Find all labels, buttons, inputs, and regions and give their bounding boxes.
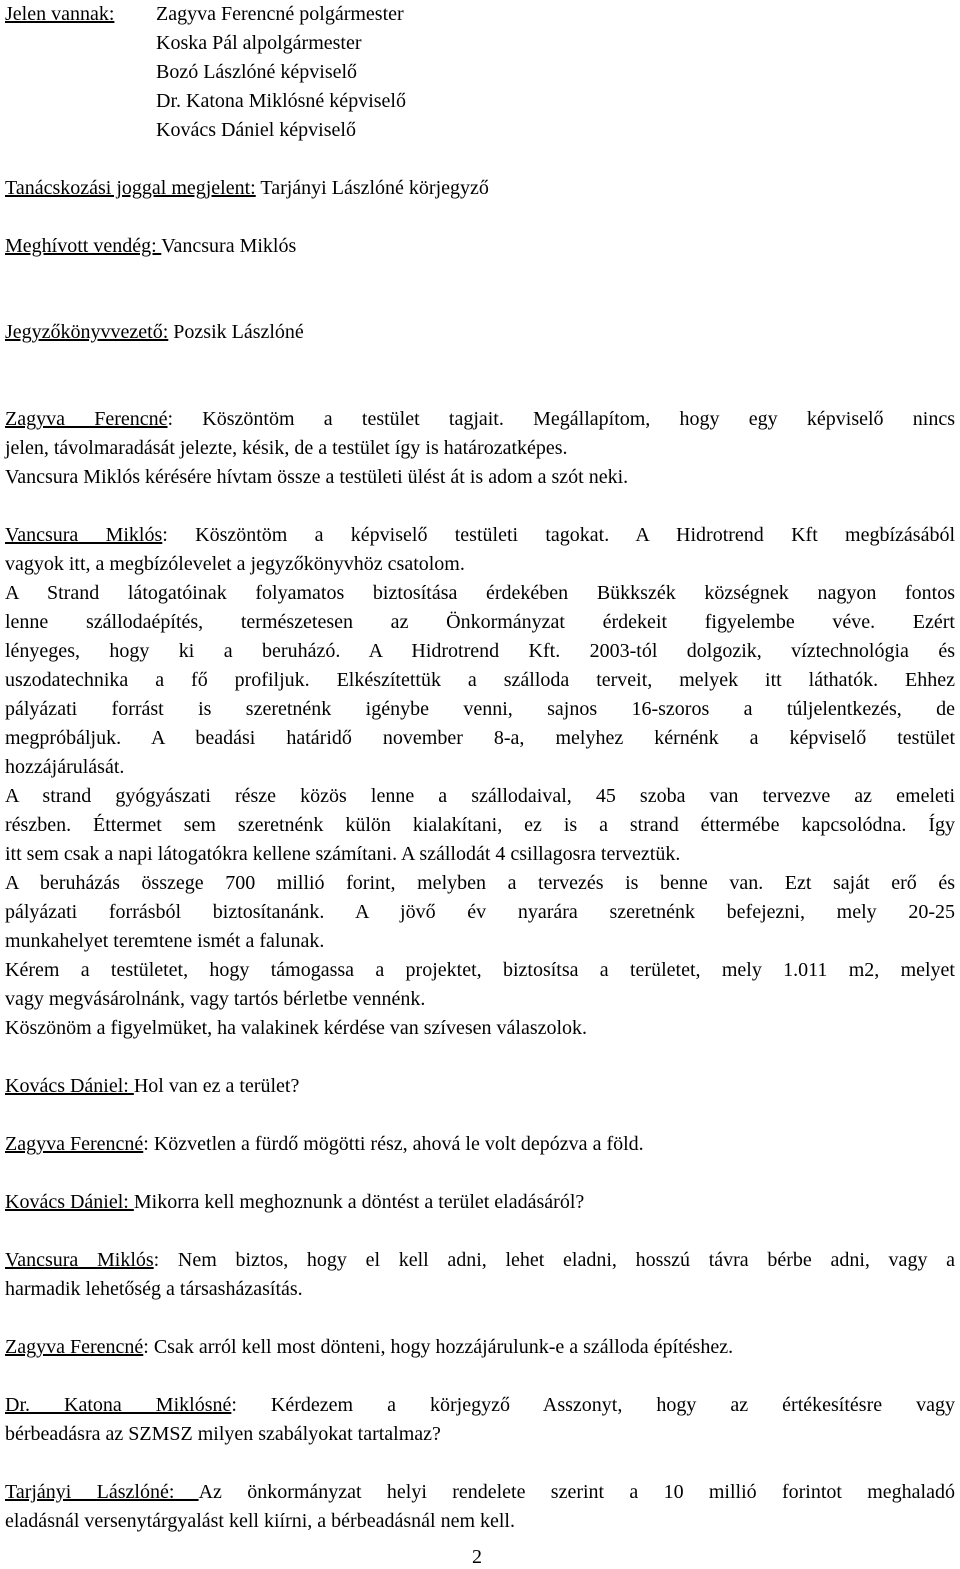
p5-line: Kovács Dániel: Mikorra kell meghoznunk a döntést a terület eladásáról? xyxy=(5,1191,585,1213)
speaker: Tarjányi Lászlóné: xyxy=(5,1481,199,1503)
speaker: Zagyva Ferencné xyxy=(5,408,168,430)
p2-line-7: pályázati forrást is szeretnénk igénybe venni, sajnos 16-szoros a túljelentkezés, de xyxy=(5,698,955,720)
page-number: 2 xyxy=(472,1546,482,1568)
p6-line-1: Vancsura Miklós: Nem biztos, hogy el kell adni, lehet eladni, hosszú távra bérbe adni, vagy a xyxy=(5,1249,955,1271)
p2-line-3: A Strand látogatóinak folyamatos biztosítása érdekében Bükkszék községnek nagyon fontos xyxy=(5,582,955,604)
p2-line-6: uszodatechnika a fő profiljuk. Elkészítettük a szálloda terveit, melyek itt láthatók. Ehhez xyxy=(5,669,955,691)
member-4: Dr. Katona Miklósné képviselő xyxy=(156,90,406,112)
p6-line-2: harmadik lehetőség a társasházasítás. xyxy=(5,1278,303,1300)
p2-line-15: munkahelyet teremtene ismét a falunak. xyxy=(5,930,325,952)
speaker: Vancsura Miklós xyxy=(5,524,163,546)
p8-line-2: bérbeadásra az SZMSZ milyen szabályokat tartalmaz? xyxy=(5,1423,441,1445)
speaker: Dr. Katona Miklósné xyxy=(5,1394,232,1416)
p1-line-1: Zagyva Ferencné: Köszöntöm a testület tagjait. Megállapítom, hogy egy képviselő nincs xyxy=(5,408,956,430)
advisory-value: Tarjányi Lászlóné körjegyző xyxy=(255,177,489,199)
member-3: Bozó Lászlóné képviselő xyxy=(156,61,358,83)
recorder-line xyxy=(5,318,304,347)
speaker: Kovács Dániel: xyxy=(5,1075,134,1097)
p2-line-8: megpróbáljuk. A beadási határidő november 8-a, melyhez kérnénk a képviselő testület xyxy=(5,727,955,749)
recorder-label: Jegyzőkönyvvezető: xyxy=(5,321,169,343)
p2-line-4: lenne szállodaépítés, természetesen az Önkormányzat érdekeit figyelembe véve. Ezért xyxy=(5,611,955,633)
p1-line-2: jelen, távolmaradását jelezte, késik, de a testület így is határozatképes. xyxy=(5,437,568,459)
speaker: Kovács Dániel: xyxy=(5,1191,134,1213)
p3-line: Kovács Dániel: Hol van ez a terület? xyxy=(5,1075,300,1097)
member-5: Kovács Dániel képviselő xyxy=(156,119,356,141)
p2-line-12: itt sem csak a napi látogatókra kellene számítani. A szállodát 4 csillagosra terveztük. xyxy=(5,843,681,865)
present-line xyxy=(5,0,114,29)
speaker: Zagyva Ferencné xyxy=(5,1336,144,1358)
member-2: Koska Pál alpolgármester xyxy=(156,32,362,54)
speaker: Vancsura Miklós xyxy=(5,1249,154,1271)
p7-line: Zagyva Ferencné: Csak arról kell most dönteni, hogy hozzájárulunk-e a szálloda építéshez. xyxy=(5,1336,734,1358)
p2-line-14: pályázati forrásból biztosítanánk. A jövő év nyarára szeretnénk befejezni, mely 20-25 xyxy=(5,901,955,923)
present-label: Jelen vannak: xyxy=(5,3,115,25)
advisory-line xyxy=(5,174,489,203)
p8-line-1: Dr. Katona Miklósné: Kérdezem a körjegyző Asszonyt, hogy az értékesítésre vagy xyxy=(5,1394,956,1416)
member-1: Zagyva Ferencné polgármester xyxy=(156,3,404,25)
p2-line-13: A beruházás összege 700 millió forint, melyben a tervezés is benne van. Ezt saját erő és xyxy=(5,872,955,894)
p1-line-3: Vancsura Miklós kérésére hívtam össze a testületi ülést át is adom a szót neki. xyxy=(5,466,629,488)
p2-line-1: Vancsura Miklós: Köszöntöm a képviselő testületi tagokat. A Hidrotrend Kft megbízásából xyxy=(5,524,955,546)
p2-line-9: hozzájárulását. xyxy=(5,756,125,778)
p2-line-5: lényeges, hogy ki a beruházó. A Hidrotrend Kft. 2003-tól dolgozik, víztechnológia és xyxy=(5,640,955,662)
guest-value: Vancsura Miklós xyxy=(161,235,297,257)
guest-label: Meghívott vendég: xyxy=(5,235,162,257)
p2-line-10: A strand gyógyászati része közös lenne a szállodaival, 45 szoba van tervezve az emeleti xyxy=(5,785,955,807)
p2-line-18: Köszönöm a figyelmüket, ha valakinek kérdése van szívesen válaszolok. xyxy=(5,1017,588,1039)
p2-line-16: Kérem a testületet, hogy támogassa a projektet, biztosítsa a területet, mely 1.011 m2, melyet xyxy=(5,959,955,981)
p4-line: Zagyva Ferencné: Közvetlen a fürdő mögötti rész, ahová le volt depózva a föld. xyxy=(5,1133,644,1155)
speaker: Zagyva Ferencné xyxy=(5,1133,144,1155)
guest-line xyxy=(5,232,296,261)
p2-line-11: részben. Éttermet sem szeretnénk külön kialakítani, ez is a strand éttermébe kapcsolódna. Így xyxy=(5,814,955,836)
p9-line-2: eladásnál versenytárgyalást kell kiírni, a bérbeadásnál nem kell. xyxy=(5,1510,515,1532)
recorder-value: Pozsik Lászlóné xyxy=(168,321,304,343)
p2-line-2: vagyok itt, a megbízólevelet a jegyzőkönyvhöz csatolom. xyxy=(5,553,465,575)
p2-line-17: vagy megvásárolnánk, vagy tartós bérletbe vennénk. xyxy=(5,988,426,1010)
advisory-label: Tanácskozási joggal megjelent: xyxy=(5,177,256,199)
p9-line-1: Tarjányi Lászlóné: Az önkormányzat helyi rendelete szerint a 10 millió forintot meghaladó xyxy=(5,1481,955,1503)
